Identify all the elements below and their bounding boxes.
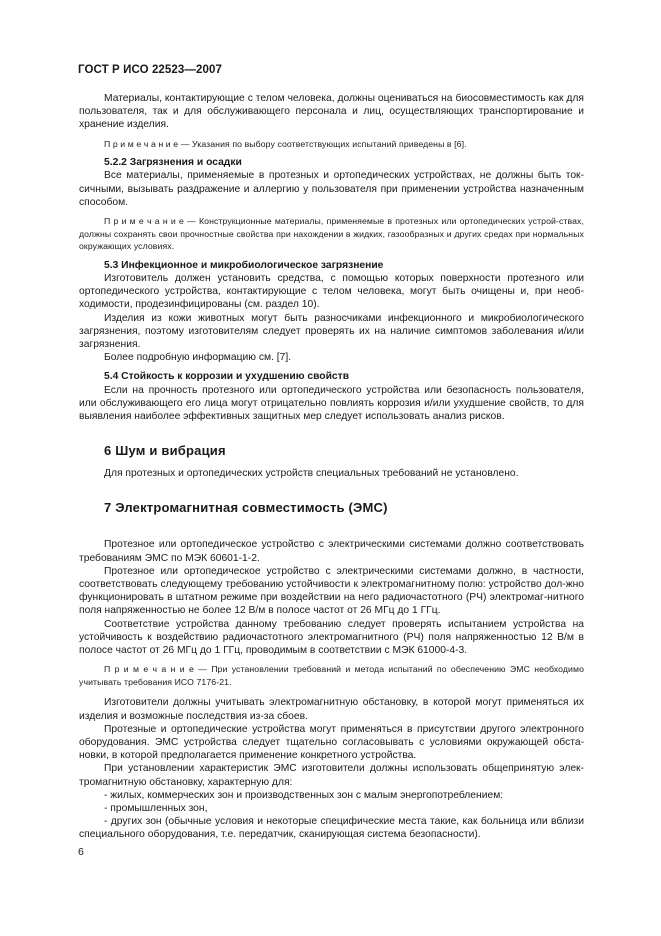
page-body <box>79 92 584 842</box>
paragraph: Протезное или ортопедическое устройство с электрическими системами должно соответствовать требованиям ЭМС по МЭК 60601-1-2. <box>79 539 584 564</box>
paragraph: Если на прочность протезного или ортопедического устройства или безопасность пользователя, или обслуживающего его лица могут отрицательно повлиять коррозия и/или ухудшение свойств, то для выявления наиболее эффективных защитных мер следует использовать анализ рисков. <box>79 384 584 423</box>
paragraph: Все материалы, применяемые в протезных и ортопедических устройствах, не должны быть ток-сичными, вызывать раздражение и аллергию у пользователя при применении устройства назначенным способом. <box>79 170 584 208</box>
paragraph: При установлении характеристик ЭМС изготовители должны использовать общепринятую элек-тромагнитную обстановку, характерную для: <box>79 763 584 788</box>
note-paragraph: П р и м е ч а н и е — Указания по выбору соответствующих испытаний приведены в [6]. <box>104 138 467 149</box>
spacer <box>79 423 584 443</box>
paragraph: Протезное или ортопедическое устройство с электрическими системами должно, в частности, соответствовать следующему требованию устойчивости к электромагнитному полю: устройство дол-жно функционировать в штатном режиме при воздействии на него радиочастотного (РЧ) электромаг-нитного поля напряженностью не более 12 В/м в полосе частот от 26 МГц до 1 ГГц. <box>79 565 584 617</box>
paragraph: Изготовители должны учитывать электромагнитную обстановку, в которой могут применяться их изделия и возможные последствия из-за сбоев. <box>79 697 584 722</box>
paragraph: Материалы, контактирующие с телом человека, должны оцениваться на биосовместимость как для пользователя, так и для обслуживающего персонала и лиц, осуществляющих транспортирование и хранение изделия. <box>79 93 584 131</box>
paragraph: Протезные и ортопедические устройства могут применяться в присутствии другого электронного оборудования. ЭМС устройства следует тщательно согласовывать с условиями окружающей обста-новки, в которой предполагается применение конкретного устройства. <box>79 723 584 762</box>
paragraph: Для протезных и ортопедических устройств специальных требований не установлено. <box>104 468 519 480</box>
subsection-heading: 5.2.2 Загрязнения и осадки <box>104 157 242 169</box>
paragraph: Изделия из кожи животных могут быть разносчиками инфекционного и микробиологического загрязнения, поэтому изготовителям следует проверять их на наличие симптомов заболевания и/или загрязнения. <box>79 312 584 351</box>
subsection-heading: 5.4 Стойкость к коррозии и ухудшению свойств <box>104 371 350 383</box>
spacer <box>79 516 584 538</box>
paragraph: - промышленных зон, <box>104 803 208 815</box>
spacer <box>79 688 584 696</box>
running-header: ГОСТ Р ИСО 22523—2007 <box>78 64 223 76</box>
paragraph: Изготовитель должен установить средства, с помощью которых поверхности протезного или ортопедического устройства, контактирующие с телом человека, могут быть очищены и, при необ-ходимости, продезинфицированы (см. раздел 10). <box>79 273 584 311</box>
section-heading: 7 Электромагнитная совместимость (ЭМС) <box>104 500 388 516</box>
page-number: 6 <box>78 846 84 858</box>
spacer <box>79 459 584 467</box>
paragraph: Более подробную информацию см. [7]. <box>104 352 292 364</box>
subsection-heading: 5.3 Инфекционное и микробиологическое загрязнение <box>104 259 384 271</box>
section-heading: 6 Шум и вибрация <box>104 443 226 459</box>
paragraph: Соответствие устройства данному требованию следует проверять испытанием устройства на устойчивость к воздействию радиочастотного электромагнитного (РЧ) поля напряженностью 12 В/м в полосе частот от 26 МГц до 1 ГГц, проводимым в соответствии с МЭК 61000-4-3. <box>79 618 584 657</box>
note-paragraph: П р и м е ч а н и е — При установлении требований и метода испытаний по обеспечению ЭМС необходимо учитывать требования ИСО 7176-21. <box>79 664 584 687</box>
paragraph: - других зон (обычные условия и некоторые специфические места такие, как больница или вблизи специального оборудования, т.е. передатчик, сканирующая система безопасности). <box>79 816 584 841</box>
note-paragraph: П р и м е ч а н и е — Конструкционные материалы, применяемые в протезных или ортопедических устрой-ствах, должны сохранять свои прочностные свойства при нахождении в жидких, газообразных и других средах при нормальных окружающих условиях. <box>79 216 584 252</box>
paragraph: - жилых, коммерческих зон и производственных зон с малым энергопотреблением: <box>104 789 504 801</box>
spacer <box>79 480 584 500</box>
